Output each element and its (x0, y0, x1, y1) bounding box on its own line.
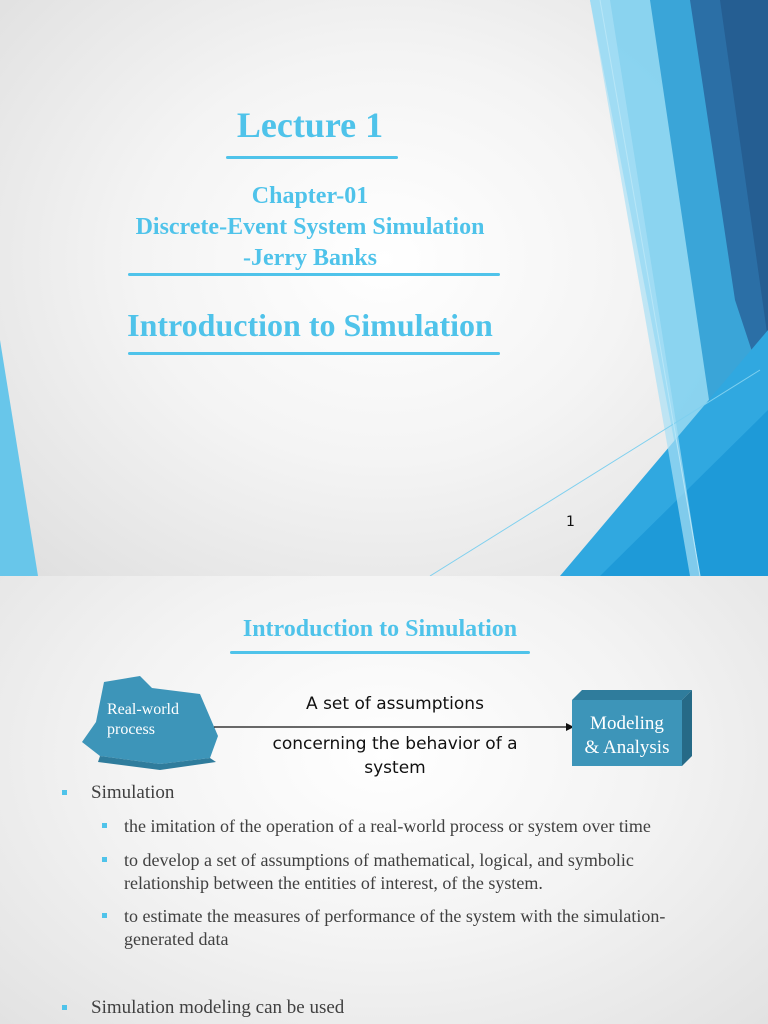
realworld-label-line-2: process (107, 721, 155, 738)
arrow-label-bottom (240, 732, 550, 780)
intro-title: Introduction to Simulation (127, 307, 493, 343)
modeling-box-side (682, 690, 692, 766)
page-number: 1 (566, 514, 575, 530)
bullet-marker-icon (62, 1005, 67, 1010)
sub-bullet-assumptions-line-1: to develop a set of assumptions of mathematical, logical, and symbolic (124, 850, 634, 870)
sub-bullet-marker-icon (102, 823, 107, 828)
sub-bullet-assumptions-line-2: relationship between the entities of interest, of the system. (124, 873, 543, 893)
sub-bullet-imitation: the imitation of the operation of a real-world process or system over time (124, 816, 651, 836)
sub-bullet-marker-icon (102, 913, 107, 918)
arrow-label-bottom-line-2: system (364, 758, 426, 778)
bullet-modeling-use: Simulation modeling can be used (91, 997, 345, 1018)
modeling-label (572, 712, 682, 760)
intro-title-underline (128, 352, 500, 355)
arrow-label-bottom-line-1: concerning the behavior of a (272, 734, 518, 754)
slide-2-title: Introduction to Simulation (242, 616, 518, 642)
lecture-title: Lecture 1 (236, 105, 384, 145)
chapter-number: Chapter-01 (251, 183, 369, 209)
sub-bullet-assumptions (124, 849, 634, 895)
modeling-box-top (572, 690, 692, 700)
book-title: Discrete-Event System Simulation (135, 214, 485, 240)
sub-bullet-estimate-line-1: to estimate the measures of performance of the system with the simulation- (124, 906, 666, 926)
sub-bullet-estimate-line-2: generated data (124, 929, 229, 949)
chapter-block (0, 181, 620, 274)
realworld-label (107, 700, 179, 740)
bullet-marker-icon (62, 790, 67, 795)
arrow-label-top: A set of assumptions (306, 694, 484, 714)
bullet-simulation: Simulation (91, 782, 175, 803)
realworld-label-line-1: Real-world (107, 701, 179, 718)
book-author: -Jerry Banks (243, 245, 377, 271)
chapter-underline (128, 273, 500, 276)
modeling-label-line-2: & Analysis (584, 737, 670, 758)
sub-bullet-marker-icon (102, 857, 107, 862)
lecture-title-underline (226, 156, 398, 159)
modeling-label-line-1: Modeling (590, 713, 664, 734)
slide-2 (0, 576, 768, 1024)
sub-bullet-estimate (124, 905, 665, 951)
